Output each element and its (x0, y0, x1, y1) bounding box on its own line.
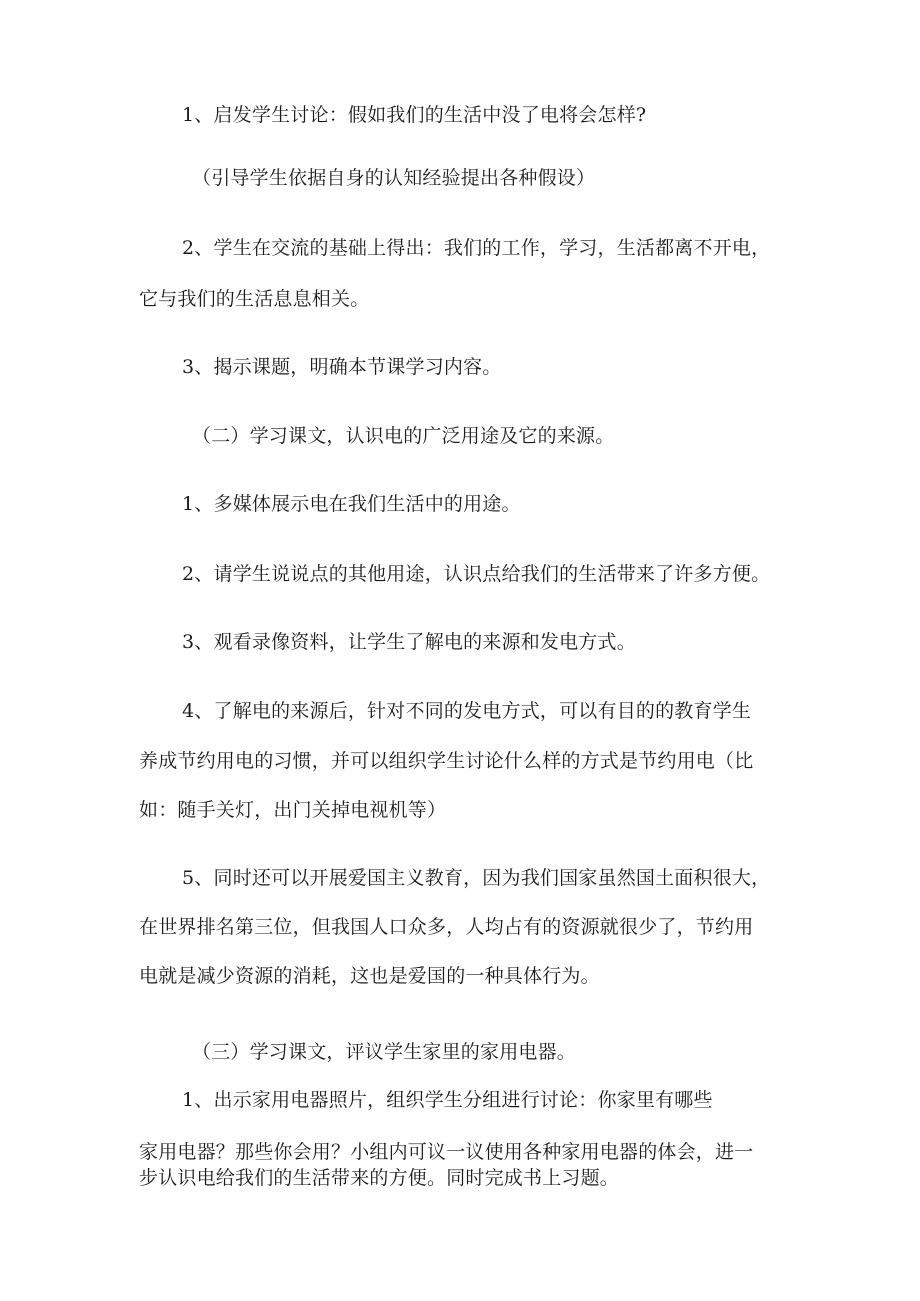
text-line-18: 家用电器？那些你会用？小组内可议一议使用各种家用电器的体会，进一 (139, 1141, 754, 1163)
text-line-17: 1、出示家用电器照片，组织学生分组进行讨论：你家里有哪些 (182, 1089, 713, 1111)
text-line-5: 3、揭示课题，明确本节课学习内容。 (182, 356, 502, 378)
text-line-12: 如：随手关灯，出门关掉电视机等） (139, 799, 447, 821)
text-line-8: 2、请学生说说点的其他用途，认识点给我们的生活带来了许多方便。 (182, 563, 771, 585)
text-line-3: 2、学生在交流的基础上得出：我们的工作，学习，生活都离不开电， (182, 237, 771, 259)
text-line-9: 3、观看录像资料，让学生了解电的来源和发电方式。 (182, 631, 636, 653)
text-line-1: 1、启发学生讨论：假如我们的生活中没了电将会怎样? (182, 104, 647, 126)
section-heading-3: （三）学习课文，评议学生家里的家用电器。 (192, 1041, 577, 1063)
text-line-11: 养成节约用电的习惯，并可以组织学生讨论什么样的方式是节约用电（比 (139, 750, 754, 772)
text-line-7: 1、多媒体展示电在我们生活中的用途。 (182, 493, 521, 515)
text-line-14: 在世界排名第三位，但我国人口众多，人均占有的资源就很少了，节约用 (139, 916, 754, 938)
text-line-4: 它与我们的生活息息相关。 (139, 288, 370, 310)
text-line-2: （引导学生依据自身的认知经验提出各种假设） (192, 167, 596, 189)
text-line-13: 5、同时还可以开展爱国主义教育，因为我们国家虽然国土面积很大， (182, 867, 771, 889)
section-heading-2: （二）学习课文，认识电的广泛用途及它的来源。 (192, 425, 615, 447)
text-line-19: 步认识电给我们的生活带来的方便。同时完成书上习题。 (139, 1167, 620, 1189)
text-line-15: 电就是减少资源的消耗，这也是爱国的一种具体行为。 (139, 965, 600, 987)
text-line-10: 4、了解电的来源后，针对不同的发电方式，可以有目的的教育学生 (182, 700, 752, 722)
